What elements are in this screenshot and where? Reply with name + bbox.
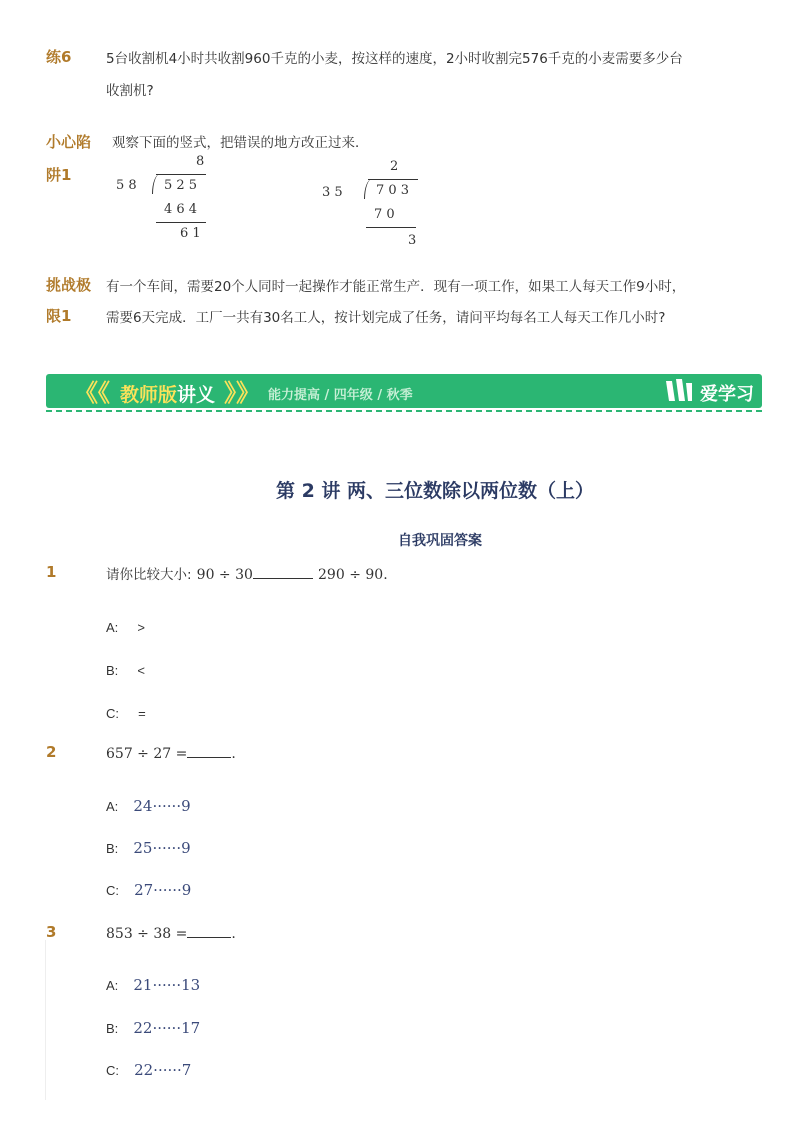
div1-product: 4 6 4 bbox=[164, 202, 198, 217]
challenge-label-line2: 限1 bbox=[46, 307, 72, 325]
question-1-end: . bbox=[383, 567, 388, 583]
option-value: 25······9 bbox=[133, 839, 191, 857]
question-1-blank[interactable] bbox=[253, 577, 313, 579]
exercise-6-label: 练6 bbox=[46, 48, 72, 66]
question-3-end: . bbox=[231, 926, 236, 942]
option-letter: A: bbox=[106, 978, 119, 993]
option-letter: B: bbox=[106, 1021, 119, 1036]
option-value: > bbox=[137, 620, 145, 635]
div1-bar bbox=[156, 174, 206, 175]
challenge-text-line2: 需要6天完成．工厂一共有30名工人，按计划完成了任务，请问平均每名工人每天工作几小时? bbox=[106, 310, 666, 326]
question-1-option-b[interactable] bbox=[106, 660, 145, 679]
question-1-prompt bbox=[106, 563, 388, 583]
question-2-option-a[interactable] bbox=[106, 796, 191, 815]
challenge-text-line1: 有一个车间，需要20个人同时一起操作才能正常生产．现有一项工作，如果工人每天工作9小时， bbox=[106, 279, 686, 295]
banner-title-part2: 讲义 bbox=[177, 384, 216, 406]
banner-chevron-left-icon: 《《 bbox=[74, 379, 110, 407]
question-2-option-c[interactable] bbox=[106, 880, 191, 899]
option-letter: C: bbox=[106, 883, 119, 898]
banner-dashed-divider bbox=[46, 410, 762, 412]
trap-label-line2: 阱1 bbox=[46, 166, 72, 184]
option-value: = bbox=[138, 706, 146, 721]
question-1-expr-a: 90 ÷ 30 bbox=[196, 567, 253, 583]
div2-bracket bbox=[364, 179, 373, 199]
question-2-option-b[interactable] bbox=[106, 838, 191, 857]
div1-dividend: 5 2 5 bbox=[164, 178, 198, 193]
option-value: 21······13 bbox=[133, 976, 201, 994]
div1-divisor: 5 8 bbox=[116, 178, 137, 193]
question-1-number: 1 bbox=[46, 563, 57, 581]
question-2-expr: 657 ÷ 27 = bbox=[106, 746, 188, 762]
trap-instruction: 观察下面的竖式，把错误的地方改正过来． bbox=[112, 135, 369, 151]
question-3-option-c[interactable] bbox=[106, 1060, 191, 1079]
div2-product: 7 0 bbox=[374, 207, 395, 222]
question-3-expr: 853 ÷ 38 = bbox=[106, 926, 188, 942]
long-division-1 bbox=[112, 150, 232, 250]
option-letter: A: bbox=[106, 799, 119, 814]
question-1-option-c[interactable] bbox=[106, 703, 146, 722]
question-3-number: 3 bbox=[46, 923, 57, 941]
option-letter: B: bbox=[106, 663, 119, 678]
question-3-option-a[interactable] bbox=[106, 975, 200, 994]
section-title: 自我巩固答案 bbox=[398, 533, 482, 549]
div2-divisor: 3 5 bbox=[322, 185, 343, 200]
option-letter: C: bbox=[106, 1063, 119, 1078]
option-value: 24······9 bbox=[133, 797, 191, 815]
question-3-blank[interactable] bbox=[187, 936, 231, 938]
question-1-option-a[interactable] bbox=[106, 617, 145, 636]
option-letter: C: bbox=[106, 706, 119, 721]
question-2-blank[interactable] bbox=[187, 756, 231, 758]
exercise-6-text-line2: 收割机? bbox=[106, 83, 154, 99]
option-letter: A: bbox=[106, 620, 119, 635]
brand-logo-text: 爱学习 bbox=[700, 384, 754, 405]
div1-remainder: 6 1 bbox=[180, 226, 201, 241]
div1-quotient: 8 bbox=[196, 154, 205, 169]
brand-logo-icon bbox=[664, 377, 694, 405]
question-1-prompt-text: 请你比较大小: bbox=[106, 567, 192, 583]
banner-chevron-right-icon: 》》 bbox=[224, 379, 260, 407]
banner-subtitle: 能力提高 / 四年级 / 秋季 bbox=[268, 388, 413, 403]
div2-dividend: 7 0 3 bbox=[376, 183, 410, 198]
question-2-number: 2 bbox=[46, 743, 57, 761]
option-value: 22······7 bbox=[134, 1061, 192, 1079]
option-letter: B: bbox=[106, 841, 119, 856]
trap-label-line1: 小心陷 bbox=[46, 133, 92, 151]
option-value: < bbox=[137, 663, 145, 678]
div1-line bbox=[156, 222, 206, 223]
div2-bar bbox=[368, 179, 418, 180]
option-value: 22······17 bbox=[133, 1019, 201, 1037]
long-division-2 bbox=[320, 155, 440, 255]
question-1-expr-b: 290 ÷ 90 bbox=[318, 567, 384, 583]
banner-title-part1: 教师版 bbox=[120, 384, 178, 406]
challenge-label-line1: 挑战极 bbox=[46, 276, 92, 294]
lecture-title: 第 2 讲 两、三位数除以两位数（上） bbox=[275, 480, 595, 502]
question-2-prompt bbox=[106, 743, 236, 762]
question-2-end: . bbox=[231, 746, 236, 762]
option-value: 27······9 bbox=[134, 881, 192, 899]
margin-rule bbox=[45, 940, 46, 1100]
div2-remainder: 3 bbox=[408, 233, 417, 248]
div2-line bbox=[366, 227, 416, 228]
div2-quotient: 2 bbox=[390, 159, 399, 174]
div1-bracket bbox=[152, 174, 161, 194]
exercise-6-text-line1: 5台收割机4小时共收割960千克的小麦，按这样的速度，2小时收割完576千克的小麦需要多少台 bbox=[106, 51, 683, 67]
banner-title bbox=[120, 380, 215, 407]
question-3-option-b[interactable] bbox=[106, 1018, 200, 1037]
question-3-prompt bbox=[106, 923, 236, 942]
